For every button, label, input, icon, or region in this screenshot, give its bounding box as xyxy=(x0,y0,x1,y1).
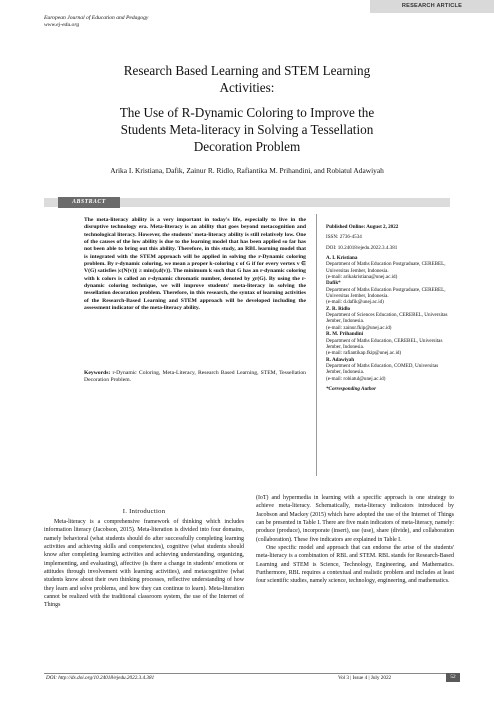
section-title-introduction: I. Introduction xyxy=(122,508,166,515)
issn: ISSN: 2736-4534 xyxy=(326,234,362,241)
page-number: 52 xyxy=(446,673,460,682)
keywords-text: r-Dynamic Coloring, Meta-Literacy, Research Based Learning, STEM, Tessellation Decoration Problem. xyxy=(84,370,306,384)
paragraph: One specific model and approach that can endorse the arise of the students' meta-literacy is a combination of RBL and STEM. RBL stands for Research-Based Learning and STEM is Science, Technology, Engineering, and Mathematics. Furthermore, RBL requires a contextual and realistic problem and includes at least four scientific studies, namely science, technology, engineering, and mathematics. xyxy=(256,545,454,585)
author-email[interactable]: (e-mail: zainur.fkip@unej.ac.id) xyxy=(326,324,392,331)
article-metadata xyxy=(326,224,452,392)
author-name: Z. R. Ridlo xyxy=(326,305,351,312)
title-line: The Use of R-Dynamic Coloring to Improve the xyxy=(119,105,375,120)
author-name: A. I. Kristiana xyxy=(326,255,358,262)
author-email[interactable]: (e-mail: rafiantikap.fkip@unej.ac.id) xyxy=(326,350,402,357)
footer-volume: Vol 3 | Issue 4 | July 2022 xyxy=(338,675,392,681)
paragraph: (IoT) and hypermedia in learning with a specific approach is one strategy to achieve meta-literacy. Schematically, meta-literacy indicators introduced by Jacobson and Mackey (2015) which have adopted the use of the Internet of Things can be presented in Table I. There are five main indicators of meta-literacy, namely: produce (produce), incorporate (insert), use (use), share (divide), and collaboration (collaboration). These five indicators are explained in Table I. xyxy=(256,495,454,543)
body-column-left xyxy=(44,518,244,610)
author-affiliation: Department of Sciences Education, CEREBEL, Universitas Jember, Indonesia. xyxy=(326,312,448,325)
author-name: Dafik* xyxy=(326,280,341,287)
article-type-tag: RESEARCH ARTICLE xyxy=(370,0,494,13)
title-line: Students Meta-literacy in Solving a Tessellation xyxy=(120,122,374,137)
keywords xyxy=(84,370,306,385)
paper-title-part1 xyxy=(40,62,454,96)
footer-doi[interactable]: DOI: http://dx.doi.org/10.24018/ejedu.2022.3.4.381 xyxy=(46,675,155,681)
author-name: R. Adawiyah xyxy=(326,356,355,363)
author-list: Arika I. Kristiana, Dafik, Zainur R. Ridlo, Rafiantika M. Prihandini, and Robiatul Adawiyah xyxy=(110,166,384,175)
author-affiliation: Department of Maths Education, COMED, Universitas Jember, Indonesia. xyxy=(326,362,439,376)
author-email[interactable]: (e-mail: arikakristiana@unej.ac.id) xyxy=(326,274,398,281)
author-name: R. M. Prihandini xyxy=(326,331,364,338)
corresponding-author-note: *Corresponding Author xyxy=(326,385,377,392)
author-affiliation: Department of Maths Education Postgraduate, CEREBEL, Universitas Jember, Indonesia. xyxy=(326,261,446,274)
keywords-label: Keywords: xyxy=(84,370,111,376)
doi[interactable]: DOI: 10.24018/ejedu.2022.3.4.381 xyxy=(326,244,398,251)
abstract-text: The meta-literacy ability is a very important in today's life, especially to live in the disruptive technology era. Meta-literacy is an ability that goes beyond metacognition and technological literacy. However, the students' meta-literacy ability is still relatively low. One of the causes of the low ability is due to the learning model that has been applied so far has not been able to bring out this ability. Therefore, in this study, an RBL learning model that is integrated with the STEM approach will be applied in solving the r-Dynamic coloring problem. By r-dynamic coloring, we mean a proper k-coloring c of G if for every vertex v ∈ V(G) satisfies |c(N(v))| ≥ min{r,d(v)}. The minimum k such that G has an r-dynamic coloring with k colors is called an r-dynamic chromatic number, denoted by χr(G). By using the r-dynamic coloring technique, we will improve students' meta-literacy in solving the tessellation decoration problem. Therefore, in this research, the syntax of learning activities of the Research-Based Learning and STEM approach will be developed including the assessment indicator of the meta-literacy ability. xyxy=(84,217,306,312)
paper-title-part2 xyxy=(40,104,454,155)
published-date: Published Online: August 2, 2022 xyxy=(326,224,399,230)
journal-name: European Journal of Education and Pedagogy xyxy=(44,15,149,21)
title-line: Decoration Problem xyxy=(193,139,301,154)
author-email[interactable]: (e-mail: robiatul@unej.ac.id) xyxy=(326,375,386,382)
journal-website[interactable]: www.ej-edu.org xyxy=(44,22,80,28)
author-email[interactable]: (e-mail: d.dafik@unej.ac.id) xyxy=(326,299,384,306)
title-line: Research Based Learning and STEM Learning xyxy=(123,63,371,78)
author-affiliation: Department of Maths Education, CEREBEL, Universitas Jember, Indonesia. xyxy=(326,337,443,350)
footer-rule xyxy=(44,673,454,674)
author-affiliation: Department of Maths Education Postgraduate, CEREBEL, Universitas Jember, Indonesia. xyxy=(326,286,446,300)
paragraph: Meta-literacy is a comprehensive framework of thinking which includes information literacy (Jacobson, 2015). Meta-literation is divided into four domains, namely behavioral (what students should do after successfully completing learning activities and achieving skills and competencies), cognitive (what students should know after completing learning activities and achieving understanding, organizing, implementing, and evaluating), affective (is there a change in students' emotions or attitudes through involvement with learning activities), and metacognitive (what students know about their own thinking processes, reflective understanding of how they learn and solve problems, and how they can continue to learn). Meta-literation cannot be realized with the traditional classroom system, the use of the Internet of Things xyxy=(44,519,244,609)
title-line: Activities: xyxy=(219,80,275,95)
abstract-label: ABSTRACT xyxy=(58,197,120,208)
body-column-right xyxy=(256,494,454,586)
